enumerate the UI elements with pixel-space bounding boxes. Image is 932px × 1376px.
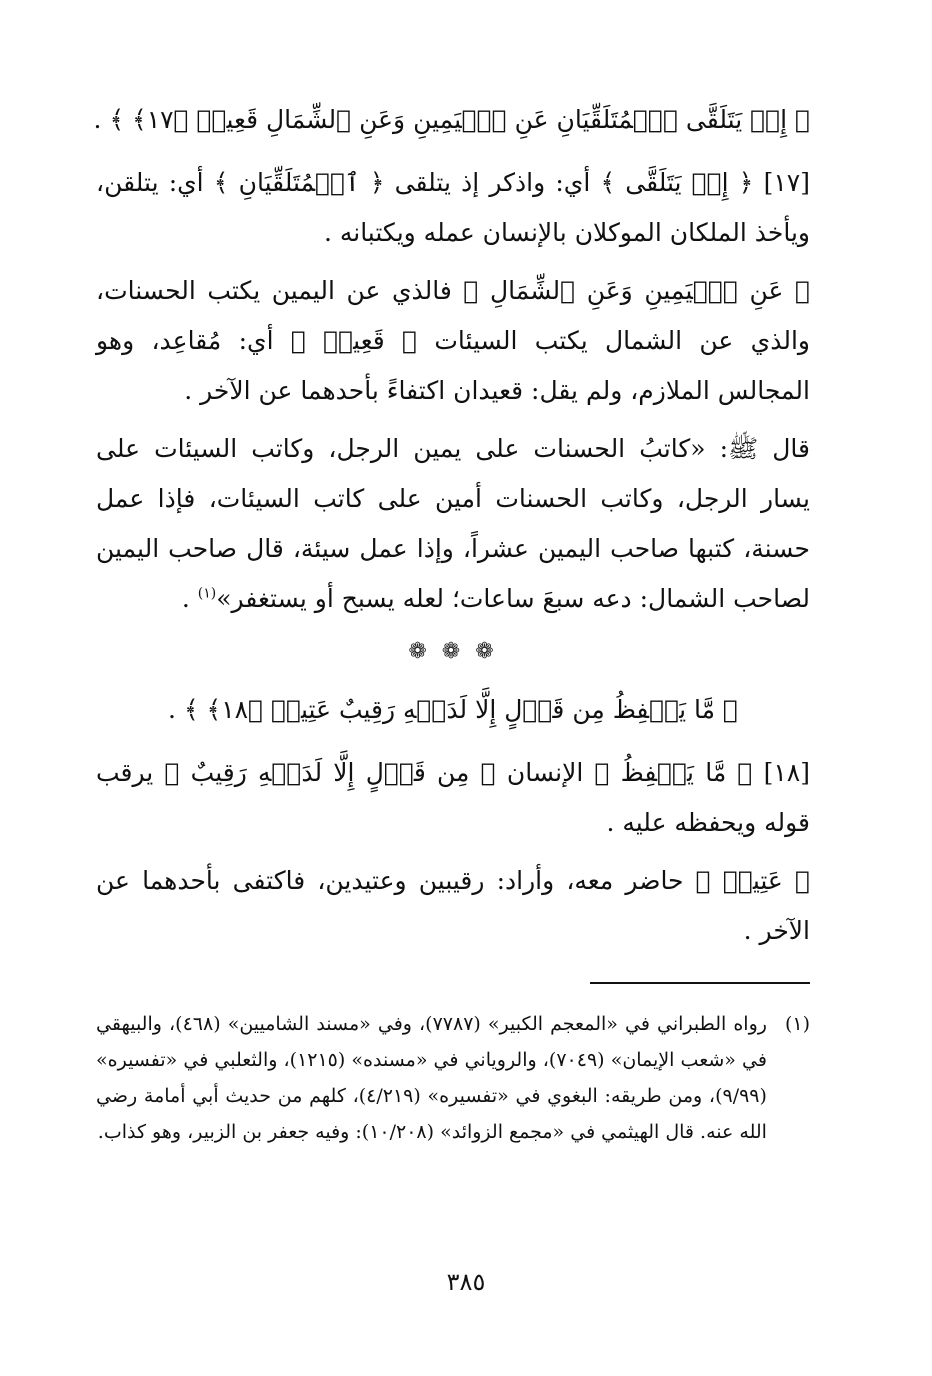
verse-18: ﴿ مَّا يَلۡفِظُ مِن قَوۡلٍ إِلَّا لَدَيۡهِ رَقِيبٌ عَتِيدٞ ﴿١٨﴾ ﴾ . [168,695,738,724]
tafsir-18-para-1: [١٨] ﴿ مَّا يَلۡفِظُ ﴾ الإنسان ﴿ مِن قَوۡلٍ إِلَّا لَدَيۡهِ رَقِيبٌ ﴾ يرقب قوله ويحفظه عليه . [96,758,810,837]
hadith-end: . [181,584,198,613]
page-content [93,96,810,1150]
footnote-divider [590,982,810,984]
tafsir-17-para-1: [١٧] ﴿ إِذۡ يَتَلَقَّى ﴾ أي: واذكر إذ يتلقى ﴿ ٱلۡمُتَلَقِّيَانِ ﴾ أي: يتلقن، ويأخذ الملكان الموكلان بالإنسان عمله ويكتبانه . [96,168,810,247]
footnote-number: (١) [784,1013,810,1035]
footnote-text: رواه الطبراني في «المعجم الكبير» (٧٧٨٧)، وفي «مسند الشاميين» (٤٦٨)، والبيهقي في «شعب الإيمان» (٧٠٤٩)، والروياني في «مسنده» (١٢١٥)، والثعلبي في «تفسيره» (٩/٩٩)، ومن طريقه: البغوي في «تفسيره» (٤/٢١٩)، كلهم من حديث أبي أمامة رضي الله عنه. قال الهيثمي في «مجمع الزوائد» (١٠/٢٠٨): وفيه جعفر بن الزبير، وهو كذاب. [96,1013,767,1143]
hadith-text: قال ﷺ: «كاتبُ الحسنات على يمين الرجل، وكاتب السيئات على يسار الرجل، وكاتب الحسنات أمين على كاتب السيئات، فإذا عمل حسنة، كتبها صاحب اليمين عشراً، وإذا عمل سيئة، قال صاحب اليمين لصاحب الشمال: دعه سبعَ ساعات؛ لعله يسبح أو يستغفر» [96,434,810,613]
page-number: ٣٨٥ [446,1268,486,1296]
tafsir-18-para-2: ﴿ عَتِيدٞ ﴾ حاضر معه، وأراد: رقيبين وعتيدين، فاكتفى بأحدهما عن الآخر . [96,866,810,945]
section-separator: ❁ ❁ ❁ [408,639,498,664]
tafsir-17-para-2: ﴿ عَنِ ٱلۡيَمِينِ وَعَنِ ٱلشِّمَالِ ﴾ فالذي عن اليمين يكتب الحسنات، والذي عن الشمال يكتب السيئات ﴿ قَعِيدٞ ﴾ أي: مُقاعِد، وهو المجالس الملازم، ولم يقل: قعيدان اكتفاءً بأحدهما عن الآخر . [96,276,810,405]
footnote [96,1006,810,1150]
footnote-reference[interactable]: (١) [197,585,217,602]
verse-17: ﴿ إِذۡ يَتَلَقَّى ٱلۡمُتَلَقِّيَانِ عَنِ ٱلۡيَمِينِ وَعَنِ ٱلشِّمَالِ قَعِيدٞ ﴿١٧﴾ ﴾ . [93,105,810,134]
tafsir-17-para-3 [96,424,810,624]
